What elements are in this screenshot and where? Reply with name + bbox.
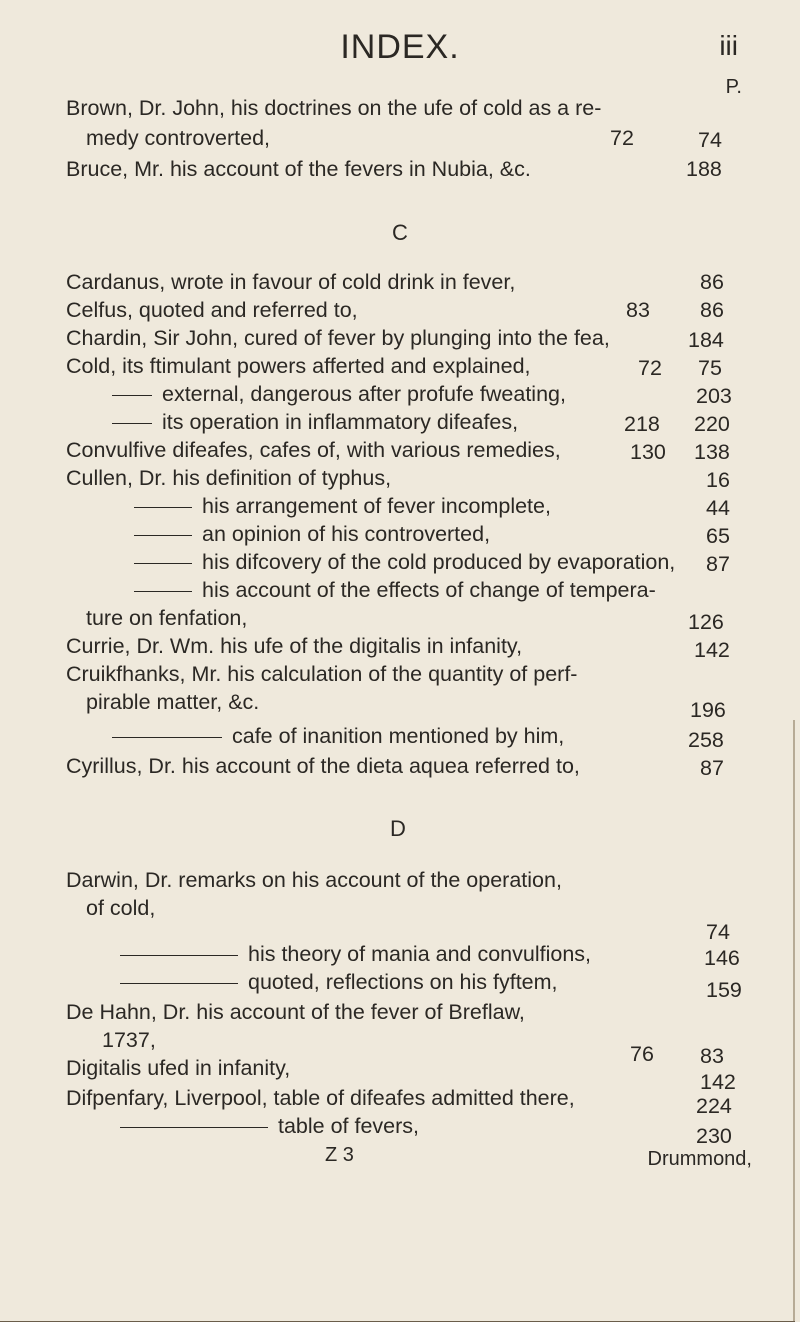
page-ref: 224 [696,1094,732,1118]
page-ref: 126 [688,610,724,634]
index-entry: Convulfive difeafes, cafes of, with various remedies, [66,438,561,462]
entry-text: quoted, reflections on his fyftem, [248,970,558,994]
page-ref: 184 [688,328,724,352]
index-entry-sub [134,550,675,575]
page-ref: 74 [698,128,722,152]
index-entry: Celfus, quoted and referred to, [66,298,358,322]
page-ref: 130 [630,440,666,464]
ditto-dash [134,563,192,564]
page-ref: 87 [706,552,730,576]
index-entry-sub [112,410,518,435]
page-ref: 44 [706,496,730,520]
index-entry: Chardin, Sir John, cured of fever by plunging into the fea, [66,326,610,350]
page-ref: 83 [626,298,650,322]
catchword: Drummond, [647,1148,752,1170]
ditto-dash [112,395,152,396]
entry-text: its operation in inflammatory difeafes, [162,410,519,434]
page-column-label: P. [725,76,742,98]
index-entry-sub [112,382,566,407]
page-ref: 146 [704,946,740,970]
index-entry: ture on fenfation, [86,606,248,630]
ditto-dash [120,955,238,956]
index-entry-sub [134,578,656,603]
page-title: INDEX. [340,28,460,66]
index-entry: Darwin, Dr. remarks on his account of the operation, [66,868,562,892]
page-ref: 218 [624,412,660,436]
index-entry: Cyrillus, Dr. his account of the dieta aquea referred to, [66,754,580,778]
index-entry: medy controverted, [86,126,271,150]
index-entry: Cullen, Dr. his definition of typhus, [66,466,392,490]
page-ref: 142 [694,638,730,662]
page-ref: 72 [610,126,634,150]
page-ref: 83 [700,1044,724,1068]
index-entry: Cruikfhanks, Mr. his calculation of the quantity of perf- [66,662,578,686]
entry-text: external, dangerous after profufe fweating, [162,382,566,406]
index-entry-sub [134,522,490,547]
page-ref: 220 [694,412,730,436]
page-ref: 86 [700,270,724,294]
signature-mark: Z 3 [325,1144,354,1166]
page-ref: 196 [690,698,726,722]
page-ref: 16 [706,468,730,492]
page-ref: 87 [700,756,724,780]
page-ref: 142 [700,1070,736,1094]
index-entry: Digitalis ufed in infanity, [66,1056,291,1080]
index-entry: Cardanus, wrote in favour of cold drink in fever, [66,270,516,294]
entry-text: cafe of inanition mentioned by him, [232,724,565,748]
ditto-dash [134,591,192,592]
index-entry: pirable matter, &c. [86,690,260,714]
page-ref: 86 [700,298,724,322]
ditto-dash [134,507,192,508]
page-ref: 188 [686,157,722,181]
page-ref: 203 [696,384,732,408]
index-entry: Currie, Dr. Wm. his ufe of the digitalis in infanity, [66,634,523,658]
section-letter: C [392,220,408,245]
page-ref: 76 [630,1042,654,1066]
index-entry-sub [120,970,558,995]
ditto-dash [120,1127,268,1128]
page-ref: 75 [698,356,722,380]
page-ref: 74 [706,920,730,944]
ditto-dash [120,983,238,984]
ditto-dash [112,423,152,424]
entry-text: table of fevers, [278,1114,420,1138]
index-entry-sub [120,942,591,967]
ditto-dash [112,737,222,738]
entry-text: his difcovery of the cold produced by evaporation, [202,550,676,574]
page-number: iii [719,30,738,61]
page-edge-shadow [793,720,795,1322]
page-ref: 159 [706,978,742,1002]
index-entry-sub [112,724,564,749]
index-entry: Cold, its ftimulant powers afferted and explained, [66,354,531,378]
index-entry: of cold, [86,896,156,920]
page-ref: 138 [694,440,730,464]
section-letter: D [390,816,406,841]
entry-text: his theory of mania and convulfions, [248,942,592,966]
page-ref: 72 [638,356,662,380]
entry-text: an opinion of his controverted, [202,522,491,546]
index-entry-sub [134,494,551,519]
page-ref: 230 [696,1124,732,1148]
index-entry: Bruce, Mr. his account of the fevers in Nubia, &c. [66,157,531,181]
index-entry: De Hahn, Dr. his account of the fever of Breflaw, [66,1000,525,1024]
index-entry: 1737, [102,1028,156,1052]
index-entry: Brown, Dr. John, his doctrines on the ufe of cold as a re- [66,96,602,120]
entry-text: his account of the effects of change of tempera- [202,578,656,602]
page-ref: 65 [706,524,730,548]
page-ref: 258 [688,728,724,752]
index-entry: Difpenfary, Liverpool, table of difeafes admitted there, [66,1086,575,1110]
entry-text: his arrangement of fever incomplete, [202,494,551,518]
ditto-dash [134,535,192,536]
index-entry-sub [120,1114,419,1139]
